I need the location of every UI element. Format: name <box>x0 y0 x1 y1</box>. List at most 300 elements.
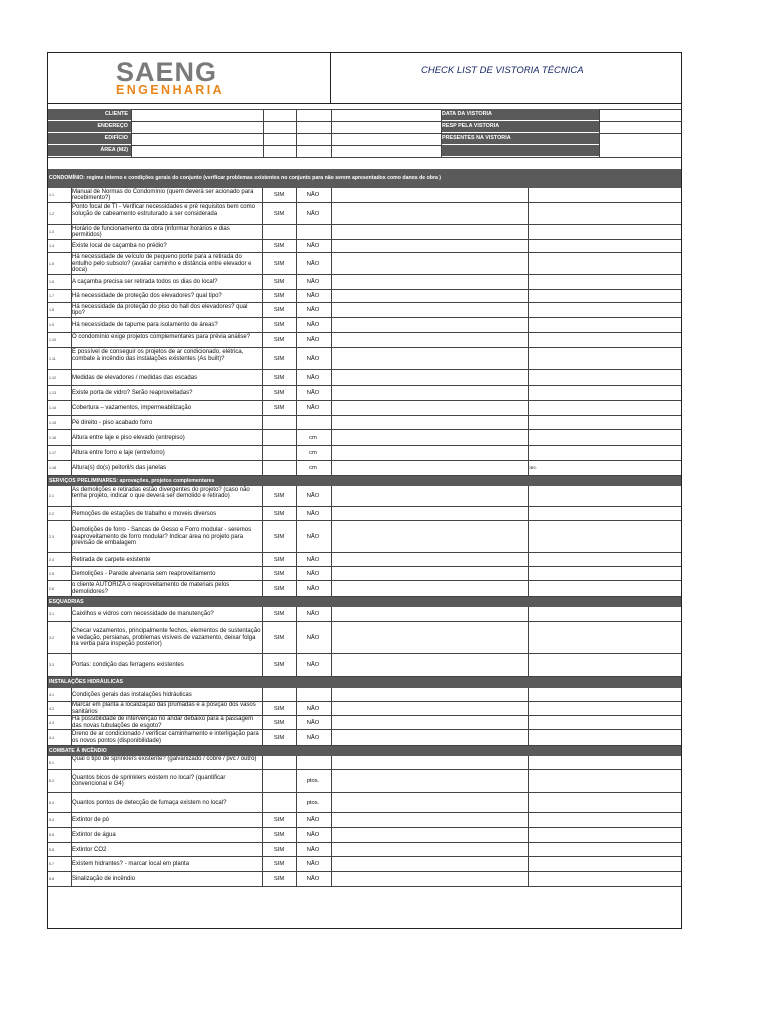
grid-line <box>71 370 72 386</box>
table-row <box>48 843 681 857</box>
section3-header: ESQUADRIAS <box>48 597 681 607</box>
nao-option[interactable]: NÃO <box>306 279 320 285</box>
nao-option[interactable]: NÃO <box>306 510 320 517</box>
grid-line <box>296 461 297 476</box>
grid-line <box>331 290 332 303</box>
item-text: Quantos bicos de sprinklers existem no local? (quantificar convencional e G4) <box>72 774 226 788</box>
grid-line <box>296 486 297 507</box>
grid-line <box>528 486 529 507</box>
item-number: 4.3 <box>49 720 54 725</box>
item-number: 1.14 <box>49 406 56 410</box>
section4-header: INSTALAÇÕES HIDRÁULICAS <box>48 677 681 688</box>
grid-line <box>296 521 297 553</box>
item-text: Há possibilidade de intervenção no andar debaixo para a passagem das novas tubulações de esgoto? <box>72 716 254 729</box>
item-number: 4.1 <box>49 692 54 697</box>
grid-line <box>71 416 72 430</box>
nao-option[interactable]: NÃO <box>306 322 320 328</box>
item-text: Existe porta de vidro? Serão reaproveitadas? <box>72 390 193 397</box>
section5-header: COMBATE À INCÊNDIO <box>48 746 681 756</box>
item-text: Sinalização de incêndio <box>72 876 136 883</box>
grid-line <box>331 654 332 677</box>
header-label-0: CLIENTE <box>48 109 131 120</box>
grid-line <box>528 303 529 318</box>
item-text: Horário de funcionamento da obra (informar horários e dias permitidos) <box>72 225 230 239</box>
nao-option[interactable]: NÃO <box>306 493 320 499</box>
sim-option[interactable]: SIM <box>273 832 285 838</box>
grid-line <box>296 290 297 303</box>
grid-line <box>296 240 297 253</box>
item-number: 1.10 <box>49 338 56 342</box>
item-text: o cliente AUTORIZA o reaproveitamento de materiais pelos demolidores? <box>72 582 230 595</box>
nao-option[interactable]: NÃO <box>306 817 320 823</box>
sim-option[interactable]: SIM <box>273 243 285 249</box>
item-number: 3.3 <box>49 663 54 667</box>
grid-line <box>331 333 332 348</box>
item-number: 2.2 <box>49 511 54 516</box>
table-row <box>48 770 681 793</box>
grid-line <box>262 240 263 253</box>
grid-line <box>296 333 297 348</box>
item-number: 5.5 <box>49 833 54 837</box>
grid-line <box>262 416 263 430</box>
grid-line <box>71 843 72 857</box>
grid-line <box>296 622 297 654</box>
sim-option[interactable]: SIM <box>273 390 285 396</box>
grid-line <box>262 370 263 386</box>
grid-line <box>262 622 263 654</box>
header-grid-line <box>441 109 442 157</box>
table-row <box>48 507 681 521</box>
grid-line <box>296 770 297 793</box>
sim-option[interactable]: SIM <box>273 279 285 285</box>
header-blank <box>441 145 599 156</box>
grid-line <box>262 486 263 507</box>
grid-line <box>71 607 72 622</box>
grid-line <box>71 828 72 843</box>
header-grid-line <box>263 109 264 157</box>
grid-line <box>296 203 297 225</box>
item-text: Há necessidade de tapume para isolamento de áreas? <box>72 322 218 329</box>
table-row <box>48 607 681 622</box>
grid-line <box>296 370 297 386</box>
grid-line <box>71 253 72 275</box>
table-row <box>48 567 681 581</box>
logo-saeng: SAENG <box>116 57 218 87</box>
sim-option[interactable]: SIM <box>273 405 285 411</box>
sim-option[interactable]: SIM <box>273 570 285 577</box>
grid-line <box>262 553 263 567</box>
grid-line <box>262 521 263 553</box>
sim-option[interactable]: SIM <box>273 307 285 313</box>
grid-line <box>71 203 72 225</box>
sim-option[interactable]: SIM <box>273 611 285 617</box>
grid-line <box>296 430 297 446</box>
table-row <box>48 521 681 553</box>
table-row <box>48 240 681 253</box>
grid-line <box>262 333 263 348</box>
item-number: 4.4 <box>49 735 54 740</box>
nao-option[interactable]: NÃO <box>306 533 320 540</box>
grid-line <box>71 188 72 203</box>
grid-line <box>331 446 332 461</box>
nao-option[interactable]: NÃO <box>306 861 320 867</box>
nao-option[interactable]: NÃO <box>306 260 320 267</box>
table-row <box>48 688 681 702</box>
grid-line <box>296 225 297 240</box>
item-number: 1.18 <box>49 466 56 470</box>
nao-option[interactable]: NÃO <box>306 719 320 726</box>
nao-option[interactable]: NÃO <box>306 243 320 249</box>
header-field-right-0[interactable] <box>600 109 682 121</box>
grid-line <box>262 253 263 275</box>
item-text: Retirada de carpete existente <box>72 556 151 563</box>
grid-line <box>262 303 263 318</box>
nao-option[interactable]: cm <box>309 450 317 456</box>
grid-line <box>528 318 529 333</box>
grid-line <box>262 793 263 813</box>
grid-line <box>296 553 297 567</box>
sim-option[interactable]: SIM <box>273 734 285 741</box>
grid-line <box>528 688 529 702</box>
nao-option[interactable]: NÃO <box>306 293 320 299</box>
sim-option[interactable]: SIM <box>273 260 285 267</box>
grid-line <box>71 303 72 318</box>
sim-option[interactable]: SIM <box>273 374 285 381</box>
logo-cell <box>48 53 331 104</box>
item-text: A caçamba precisa ser retirada todos os dias do local? <box>72 279 218 286</box>
item-number: 1.2 <box>49 211 54 216</box>
grid-line <box>331 567 332 581</box>
grid-line <box>331 843 332 857</box>
table-row <box>48 446 681 461</box>
grid-line <box>262 654 263 677</box>
grid-line <box>71 446 72 461</box>
grid-line <box>262 203 263 225</box>
nao-option[interactable]: NÃO <box>306 374 320 381</box>
grid-line <box>262 581 263 597</box>
grid-line <box>528 581 529 597</box>
item-text: Existem hidrantes? - marcar local em planta <box>72 861 190 868</box>
grid-line <box>528 521 529 553</box>
item-text: Qual o tipo de sprinklers existente? (galvanizado / cobre / pvc / outro) <box>72 756 257 763</box>
nao-option[interactable]: NÃO <box>306 355 320 362</box>
item-text: Altura entre forro e laje (entreforro) <box>72 450 165 457</box>
grid-line <box>528 872 529 887</box>
item-number: 2.3 <box>49 534 54 539</box>
item-number: 1.6 <box>49 280 54 284</box>
grid-line <box>331 688 332 702</box>
header-field-right-1[interactable] <box>600 121 682 133</box>
grid-line <box>71 333 72 348</box>
grid-line <box>296 581 297 597</box>
grid-line <box>296 567 297 581</box>
grid-line <box>262 430 263 446</box>
grid-line <box>71 461 72 476</box>
sim-option[interactable]: SIM <box>273 662 285 668</box>
grid-line <box>331 275 332 290</box>
grid-line <box>262 401 263 416</box>
sim-option[interactable]: SIM <box>273 846 285 853</box>
grid-line <box>262 446 263 461</box>
nao-option[interactable]: NÃO <box>306 611 320 617</box>
item-number: 3.1 <box>49 612 54 616</box>
grid-line <box>262 567 263 581</box>
item-text: É possível de conseguir os projetos de ar condicionado, elétrica, combate à incêndio das instalações existentes (As built)? <box>72 349 244 362</box>
item-text: O condomínio exige projetos complementares para prévia análise? <box>72 333 251 340</box>
grid-line <box>296 756 297 770</box>
sim-option[interactable]: SIM <box>273 510 285 517</box>
item-text: Medidas de elevadores / medidas das escadas <box>72 374 198 381</box>
item-text: Caixilhos e vidros com necessidade de manutenção? <box>72 611 214 618</box>
nao-option[interactable]: NÃO <box>306 307 320 313</box>
grid-line <box>528 730 529 746</box>
table-row <box>48 333 681 348</box>
grid-line <box>296 654 297 677</box>
grid-line <box>262 730 263 746</box>
item-text: Extintor de água <box>72 832 116 839</box>
header-grid-line <box>296 109 297 157</box>
grid-line <box>262 188 263 203</box>
grid-line <box>331 702 332 716</box>
header-field-2[interactable] <box>132 133 441 145</box>
grid-line <box>528 756 529 770</box>
grid-line <box>262 290 263 303</box>
table-row <box>48 318 681 333</box>
sim-option[interactable]: SIM <box>273 337 285 343</box>
nao-option[interactable]: NÃO <box>306 570 320 577</box>
grid-line <box>331 240 332 253</box>
grid-line <box>331 756 332 770</box>
sim-option[interactable]: SIM <box>273 322 285 328</box>
sim-option[interactable]: SIM <box>273 493 285 499</box>
grid-line <box>262 688 263 702</box>
grid-line <box>331 225 332 240</box>
grid-line <box>71 857 72 872</box>
table-row <box>48 581 681 597</box>
item-number: 1.7 <box>49 294 54 298</box>
grid-line <box>331 203 332 225</box>
grid-line <box>71 688 72 702</box>
item-number: 1.5 <box>49 261 54 266</box>
header-field-1[interactable] <box>132 121 441 133</box>
header-grid-line <box>599 109 600 157</box>
sim-option[interactable]: SIM <box>273 876 285 882</box>
item-number: 1.3 <box>49 230 54 234</box>
grid-line <box>528 702 529 716</box>
nao-option[interactable]: NÃO <box>306 876 320 882</box>
sim-option[interactable]: SIM <box>273 705 285 712</box>
grid-line <box>71 730 72 746</box>
grid-line <box>296 348 297 370</box>
grid-line <box>262 770 263 793</box>
grid-line <box>71 654 72 677</box>
grid-line <box>331 430 332 446</box>
nao-option[interactable]: NÃO <box>306 832 320 838</box>
item-text: Checar vazamentos, principalmente fechos, elementos de sustentação e vedação, persianas, problemas visíveis de vazamento, deixar folga na verba para inspeção posterior) <box>72 628 261 648</box>
grid-line <box>262 318 263 333</box>
table-row <box>48 702 681 716</box>
grid-line <box>331 318 332 333</box>
title-cell <box>331 53 681 104</box>
nao-option[interactable]: NÃO <box>306 662 320 668</box>
nao-option[interactable]: NÃO <box>306 705 320 712</box>
grid-line <box>528 654 529 677</box>
table-row <box>48 416 681 430</box>
grid-line <box>296 188 297 203</box>
item-number: 2.1 <box>49 494 54 498</box>
table-row <box>48 793 681 813</box>
item-text: Ponto focal de TI - Verificar necessidades e pré requisitos bem como solução de cabeamento estruturado a ser considerada <box>72 204 255 217</box>
item-text: Dreno de ar condicionado / verificar caminhamento e interligação para os novos pontos (disponibilidade) <box>72 731 259 744</box>
item-number: 1.1 <box>49 193 54 197</box>
nao-option[interactable]: ptos. <box>306 778 320 784</box>
checklist-sheet <box>47 52 682 929</box>
nao-option[interactable]: NÃO <box>306 210 320 217</box>
grid-line <box>71 318 72 333</box>
nao-option[interactable]: cm <box>309 434 317 441</box>
nao-option[interactable]: NÃO <box>306 585 320 592</box>
grid-line <box>296 607 297 622</box>
grid-line <box>262 507 263 521</box>
item-number: 1.16 <box>49 435 56 440</box>
item-number: 5.4 <box>49 818 54 822</box>
grid-line <box>331 770 332 793</box>
grid-line <box>331 401 332 416</box>
sim-option[interactable]: SIM <box>273 817 285 823</box>
item-number: 1.8 <box>49 308 54 312</box>
grid-line <box>296 275 297 290</box>
header-field-3[interactable] <box>132 145 441 157</box>
grid-line <box>296 813 297 828</box>
grid-line <box>296 416 297 430</box>
table-row <box>48 401 681 416</box>
grid-line <box>331 303 332 318</box>
header-label-1: ENDEREÇO <box>48 121 131 132</box>
item-text: Demolições de forro - Sancas de Gesso e Forro modular - seremos reaproveitamento de forro modular? Indicar área no projeto para previsão de embalagem <box>72 527 252 547</box>
sim-option[interactable]: SIM <box>273 556 285 563</box>
table-row <box>48 275 681 290</box>
grid-line <box>71 756 72 770</box>
table-row <box>48 303 681 318</box>
item-text: Pé direito - piso acabado forro <box>72 419 153 426</box>
table-row <box>48 716 681 730</box>
grid-line <box>296 730 297 746</box>
grid-line <box>528 716 529 730</box>
nao-option[interactable]: NÃO <box>306 556 320 563</box>
grid-line <box>528 348 529 370</box>
item-number: 5.3 <box>49 800 54 805</box>
grid-line <box>71 386 72 401</box>
grid-line <box>262 461 263 476</box>
grid-line <box>71 430 72 446</box>
header-field-0[interactable] <box>132 109 441 121</box>
table-row <box>48 348 681 370</box>
sim-option[interactable]: SIM <box>273 861 285 867</box>
grid-line <box>262 348 263 370</box>
item-text: Há necessidade de proteção dos elevadores? qual tipo? <box>72 293 222 300</box>
item-text: Demolições - Parede alvenaria sem reaproveitamento <box>72 570 216 577</box>
item-number: 1.12 <box>49 375 56 380</box>
grid-line <box>528 203 529 225</box>
grid-line <box>71 486 72 507</box>
item-number: 2.5 <box>49 571 54 576</box>
nao-option[interactable]: NÃO <box>306 846 320 853</box>
grid-line <box>71 581 72 597</box>
header-label-3: ÁREA (M2) <box>48 145 131 156</box>
grid-line <box>262 828 263 843</box>
grid-line <box>528 333 529 348</box>
table-row <box>48 430 681 446</box>
grid-line <box>262 857 263 872</box>
grid-line <box>262 716 263 730</box>
nao-option[interactable]: ptos. <box>306 799 320 806</box>
nao-option[interactable]: NÃO <box>306 405 320 411</box>
table-row <box>48 203 681 225</box>
grid-line <box>331 386 332 401</box>
item-text: Altura(s) do(s) peitoril/s das janelas <box>72 465 167 472</box>
table-row <box>48 290 681 303</box>
sim-option[interactable]: SIM <box>273 719 285 726</box>
grid-line <box>331 581 332 597</box>
grid-line <box>262 702 263 716</box>
grid-line <box>331 730 332 746</box>
sim-option[interactable]: SIM <box>273 210 285 217</box>
sim-option[interactable]: SIM <box>273 634 285 641</box>
table-row <box>48 813 681 828</box>
grid-line <box>296 793 297 813</box>
grid-line <box>528 253 529 275</box>
grid-line <box>528 813 529 828</box>
table-row <box>48 386 681 401</box>
grid-line <box>331 716 332 730</box>
nao-option[interactable]: NÃO <box>306 192 320 198</box>
nao-option[interactable]: NÃO <box>306 634 320 641</box>
item-number: 1.13 <box>49 391 56 395</box>
grid-line <box>71 872 72 887</box>
nao-option[interactable]: cm <box>309 465 317 471</box>
grid-line <box>528 507 529 521</box>
grid-line <box>71 507 72 521</box>
grid-line <box>528 370 529 386</box>
grid-line <box>71 770 72 793</box>
grid-line <box>296 253 297 275</box>
item-text: Há necessidade de veículo de pequeno porte para a retirada do entulho pelo subsolo? (avaliar caminho e distância entre elevador e doca) <box>72 254 252 274</box>
table-row <box>48 828 681 843</box>
grid-line <box>331 553 332 567</box>
grid-line <box>71 567 72 581</box>
grid-line <box>528 430 529 446</box>
header-label-right-2: PRESENTES NA VISTORIA <box>441 133 599 144</box>
nao-option[interactable]: NÃO <box>306 734 320 741</box>
table-row <box>48 486 681 507</box>
nao-option[interactable]: NÃO <box>306 390 320 396</box>
page-title: CHECK LIST DE VISTORIA TÉCNICA <box>421 65 584 76</box>
sim-option[interactable]: SIM <box>273 293 285 299</box>
sim-option[interactable]: SIM <box>273 355 285 362</box>
grid-line <box>296 507 297 521</box>
grid-line <box>71 521 72 553</box>
grid-line <box>71 793 72 813</box>
nao-option[interactable]: NÃO <box>306 337 320 343</box>
sim-option[interactable]: SIM <box>273 585 285 592</box>
sim-option[interactable]: SIM <box>273 533 285 540</box>
header-field-right-2[interactable] <box>600 133 682 145</box>
section1-header: CONDOMÍNIO: regime interno e condições gerais do conjunto (verificar problemas existentes no conjunto para não serem apresentados como danos de obra ) <box>48 169 681 188</box>
grid-line <box>71 240 72 253</box>
grid-line <box>528 857 529 872</box>
sim-option[interactable]: SIM <box>273 192 285 198</box>
table-row <box>48 188 681 203</box>
